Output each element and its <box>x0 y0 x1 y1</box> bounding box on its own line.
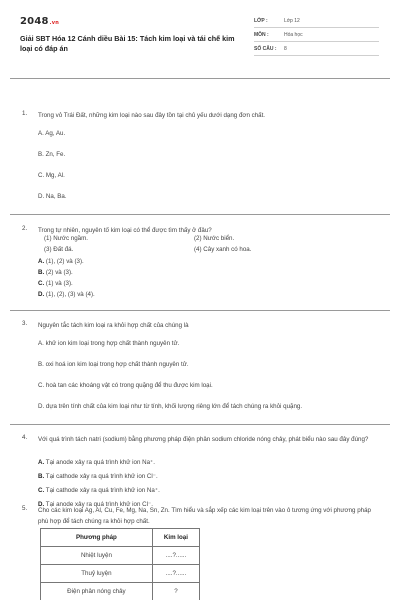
option-d[interactable] <box>38 291 95 298</box>
table-row <box>41 547 200 565</box>
option-b[interactable]: B. Zn, Fe. <box>38 151 66 158</box>
question-number: 4. <box>22 434 28 441</box>
table-cell: Nhiệt luyện <box>41 547 153 565</box>
table-row <box>41 565 200 583</box>
sub-item: (4) Cây xanh có hoa. <box>194 246 252 253</box>
table-header-cell: Kim loại <box>152 529 199 547</box>
option-c[interactable] <box>38 280 73 287</box>
site-logo[interactable] <box>20 16 59 27</box>
question-number: 5. <box>22 505 28 512</box>
option-a[interactable]: A. Ag, Au. <box>38 130 66 137</box>
meta-value: 8 <box>284 46 287 52</box>
methods-table <box>40 528 200 600</box>
option-a[interactable] <box>38 459 155 466</box>
option-d[interactable]: D. dựa trên tính chất của kim loại như từ tính, khối lượng riêng lớn để tách chúng ra khỏi quặng. <box>38 403 303 410</box>
option-letter: D. <box>38 291 45 298</box>
table-header-cell: Phương pháp <box>41 529 153 547</box>
question-divider <box>10 310 390 311</box>
option-text: Tại cathode xảy ra quá trình khử ion Cl⁻. <box>44 473 158 480</box>
table-cell: ....?...... <box>152 565 199 583</box>
question-stem: Trong tự nhiên, nguyên tố kim loại có thể được tìm thấy ở đâu? <box>38 227 212 234</box>
option-b[interactable] <box>38 473 158 480</box>
option-text: (2) và (3). <box>44 269 73 276</box>
logo-text: 2048 <box>20 16 49 27</box>
question-stem: Trong vỏ Trái Đất, những kim loại nào sau đây tồn tại chủ yếu dưới dạng đơn chất. <box>38 112 266 119</box>
option-text: (1), (2), (3) và (4). <box>44 291 95 298</box>
meta-label: MÔN : <box>254 32 269 38</box>
header-divider <box>10 78 390 79</box>
option-a[interactable] <box>38 258 84 265</box>
table-cell: ? <box>152 583 199 600</box>
table-cell: Điện phân nóng chảy <box>41 583 153 600</box>
option-letter: C. <box>38 487 45 494</box>
meta-subject-row <box>254 30 379 42</box>
option-letter: C. <box>38 280 45 287</box>
option-letter: A. <box>38 258 45 265</box>
option-letter: B. <box>38 473 45 480</box>
logo-suffix: .vn <box>49 20 59 26</box>
option-text: Tại anode xảy ra quá trình khử ion Na⁺. <box>44 459 156 466</box>
table-header-row <box>41 529 200 547</box>
question-divider <box>10 214 390 215</box>
meta-value: Hóa học <box>284 32 303 38</box>
option-b[interactable] <box>38 269 73 276</box>
option-c[interactable] <box>38 487 160 494</box>
option-text: (1) và (3). <box>44 280 73 287</box>
option-b[interactable]: B. oxi hoá ion kim loại trong hợp chất thành nguyên tử. <box>38 361 189 368</box>
question-number: 2. <box>22 225 28 232</box>
page-header <box>0 0 400 78</box>
option-letter: A. <box>38 459 45 466</box>
question-number: 3. <box>22 320 28 327</box>
question-stem: Nguyên tắc tách kim loại ra khỏi hợp chất của chúng là <box>38 322 189 329</box>
meta-count-row <box>254 44 379 56</box>
question-stem: Cho các kim loại Ag, Al, Cu, Fe, Mg, Na, Sn, Zn. Tìm hiểu và sắp xếp các kim loại trên vào ô tương ứng với phương pháp phù hợp để tách chúng ra khỏi hợp chất. <box>38 507 371 525</box>
option-d[interactable]: D. Na, Ba. <box>38 193 67 200</box>
sub-item: (3) Đất đá. <box>44 246 74 253</box>
option-text: Tại cathode xảy ra quá trình khử ion Na⁺. <box>44 487 160 494</box>
table-row <box>41 583 200 600</box>
question-number: 1. <box>22 110 28 117</box>
question-stem: Với quá trình tách natri (sodium) bằng phương pháp điện phân sodium chloride nóng chảy, phát biểu nào sau đây đúng? <box>38 436 369 443</box>
option-a[interactable]: A. khử ion kim loại trong hợp chất thành nguyên tử. <box>38 340 180 347</box>
sub-item: (2) Nước biển. <box>194 235 235 242</box>
option-c[interactable]: C. hoà tan các khoáng vật có trong quặng để thu được kim loại. <box>38 382 213 389</box>
option-c[interactable]: C. Mg, Al. <box>38 172 65 179</box>
meta-value: Lớp 12 <box>284 18 300 24</box>
table-cell: Thuỷ luyện <box>41 565 153 583</box>
question-divider <box>10 424 390 425</box>
option-text: Tại anode xảy ra quá trình khử ion Cl⁻. <box>44 501 153 508</box>
page-title: Giải SBT Hóa 12 Cánh diều Bài 15: Tách kim loại và tái chế kim loại có đáp án <box>20 34 235 53</box>
option-letter: D. <box>38 501 45 508</box>
option-text: (1), (2) và (3). <box>44 258 84 265</box>
sub-item: (1) Nước ngầm. <box>44 235 88 242</box>
table-cell: ....?...... <box>152 547 199 565</box>
option-letter: B. <box>38 269 45 276</box>
meta-label: SỐ CÂU : <box>254 46 277 52</box>
meta-label: LỚP : <box>254 18 268 24</box>
meta-class-row <box>254 16 379 28</box>
